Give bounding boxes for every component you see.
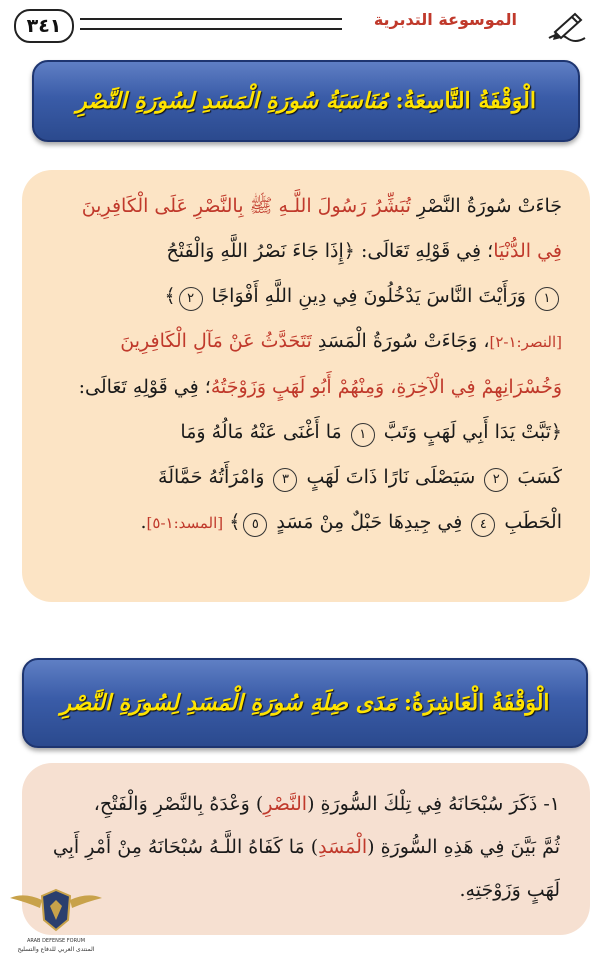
ayah-number-marker: ٢ bbox=[179, 287, 203, 311]
body-text: . bbox=[140, 511, 147, 533]
body-text: ﴾ bbox=[223, 511, 241, 533]
text-line bbox=[46, 455, 562, 500]
section-title-1 bbox=[76, 88, 536, 114]
pen-writing-icon bbox=[545, 8, 589, 44]
forum-logo-watermark bbox=[6, 876, 106, 956]
text-line bbox=[46, 319, 562, 365]
body-text: ﴿تَبَّتْ يَدَا أَبِي لَهَبٍ وَتَبَّ bbox=[377, 421, 562, 443]
body-text: جَاءَتْ سُورَةُ النَّصْرِ bbox=[410, 195, 562, 217]
text-line bbox=[48, 869, 560, 912]
body-text: ، وَجَاءَتْ سُورَةُ الْمَسَدِ bbox=[311, 330, 490, 352]
text-line bbox=[46, 274, 562, 319]
highlighted-text: الْمَسَدِ bbox=[318, 836, 368, 858]
body-text: مَا أَغْنَى عَنْهُ مَالُهُ وَمَا bbox=[180, 421, 348, 443]
body-text: ) مَا كَفَاهُ اللَّـهُ سُبْحَانَهُ مِنْ أَمْرِ أَبِي bbox=[52, 836, 319, 858]
body-text: كَسَبَ bbox=[511, 466, 562, 488]
ayah-number-marker: ٤ bbox=[471, 513, 495, 537]
section-body-2 bbox=[22, 763, 590, 935]
section-body-1 bbox=[22, 170, 590, 602]
body-text: ؛ فِي قَوْلِهِ تَعَالَى: bbox=[78, 376, 211, 398]
body-text: سَيَصْلَى نَارًا ذَاتَ لَهَبٍ bbox=[300, 466, 482, 488]
section-title-1-rest: مُنَاسَبَةُ سُورَةِ الْمَسَدِ لِسُورَةِ النَّصْرِ bbox=[76, 88, 388, 114]
section-title-1-lead: الْوَقْفَةُ التَّاسِعَةُ: bbox=[395, 88, 536, 114]
section-title-2-lead: الْوَقْفَةُ الْعَاشِرَةُ: bbox=[403, 690, 550, 716]
body-text: ﴾ bbox=[164, 285, 176, 307]
section-title-banner-2 bbox=[22, 658, 588, 748]
body-text: ) وَعْدَهُ بِالنَّصْرِ وَالْفَتْحِ، bbox=[93, 793, 264, 815]
text-line bbox=[48, 783, 560, 826]
highlighted-text: وَخُسْرَانِهِمْ فِي الْآخِرَةِ، وَمِنْهُمْ أَبُو لَهَبٍ وَزَوْجَتُهُ bbox=[210, 376, 562, 398]
header-rule-top bbox=[80, 18, 342, 20]
highlighted-text: تَتَحَدَّثُ عَنْ مَآلِ الْكَافِرِينَ bbox=[120, 330, 312, 352]
body-text: لَهَبٍ وَزَوْجَتِهِ. bbox=[459, 879, 560, 901]
ayah-number-marker: ١ bbox=[351, 423, 375, 447]
logo-caption-ar: المنتدى العربي للدفاع والتسليح bbox=[17, 946, 95, 953]
ayah-number-marker: ١ bbox=[535, 287, 559, 311]
highlighted-text: النَّصْرِ bbox=[263, 793, 308, 815]
verse-reference: [النصر:١-٢] bbox=[489, 333, 562, 351]
body-text: فِي جِيدِهَا حَبْلٌ مِنْ مَسَدٍ bbox=[270, 511, 469, 533]
page-number: ٣٤١ bbox=[14, 9, 74, 43]
section-title-banner-1 bbox=[32, 60, 580, 142]
text-line bbox=[46, 365, 562, 410]
header-rule-bottom bbox=[80, 28, 342, 30]
text-line bbox=[46, 184, 562, 229]
body-text: وَامْرَأَتُهُ حَمَّالَةَ bbox=[158, 466, 271, 488]
ayah-number-marker: ٢ bbox=[484, 468, 508, 492]
body-text: الْحَطَبِ bbox=[498, 511, 562, 533]
body-text: وَرَأَيْتَ النَّاسَ يَدْخُلُونَ فِي دِينِ اللَّهِ أَفْوَاجًا bbox=[205, 285, 532, 307]
text-line bbox=[46, 410, 562, 455]
body-text: ١- ذَكَرَ سُبْحَانَهُ فِي تِلْكَ السُّورَةِ ( bbox=[307, 793, 560, 815]
body-text: ثُمَّ بَيَّنَ فِي هَذِهِ السُّورَةِ ( bbox=[367, 836, 560, 858]
body-text: ؛ فِي قَوْلِهِ تَعَالَى: ﴿إِذَا جَاءَ نَصْرُ اللَّهِ وَالْفَتْحُ bbox=[166, 240, 494, 262]
text-line bbox=[46, 500, 562, 546]
verse-reference: [المسد:١-٥] bbox=[146, 514, 224, 532]
highlighted-text: تُبَشِّرُ رَسُولَ اللَّـهِ ﷺ بِالنَّصْرِ عَلَى الْكَافِرِينَ bbox=[81, 195, 411, 217]
ayah-number-marker: ٥ bbox=[243, 513, 267, 537]
book-title: الموسوعة التدبرية bbox=[373, 10, 517, 29]
page-header bbox=[0, 0, 607, 52]
text-line bbox=[48, 826, 560, 869]
ayah-number-marker: ٣ bbox=[273, 468, 297, 492]
text-line bbox=[46, 229, 562, 274]
highlighted-text: فِي الدُّنْيَا bbox=[493, 240, 562, 262]
section-title-2 bbox=[60, 690, 549, 716]
logo-caption-en: ARAB DEFENSE FORUM bbox=[26, 938, 86, 944]
section-title-2-rest: مَدَى صِلَةِ سُورَةِ الْمَسَدِ لِسُورَةِ النَّصْرِ bbox=[60, 690, 397, 716]
